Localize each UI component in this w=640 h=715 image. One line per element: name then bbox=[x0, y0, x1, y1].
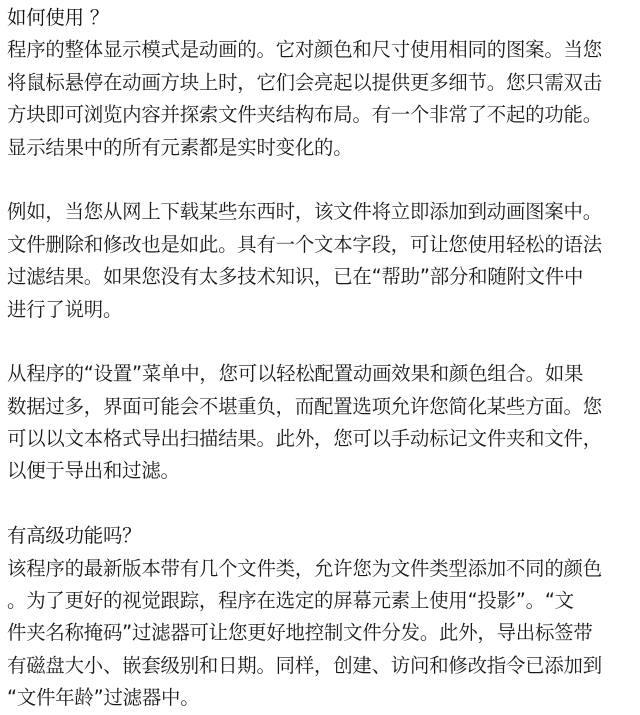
paragraph-line: 程序的整体显示模式是动画的。它对颜色和尺寸使用相同的图案。当您 bbox=[7, 38, 602, 62]
paragraph-gap bbox=[7, 326, 634, 358]
paragraph-line: 过滤结果。如果您没有太多技术知识，已在“帮助”部分和随附文件中 bbox=[7, 265, 584, 289]
section-heading-how-to-use: 如何使用 ？ bbox=[7, 6, 109, 29]
paragraph-line: 数据过多，界面可能会不堪重负，而配置选项允许您简化某些方面。您 bbox=[7, 394, 602, 418]
paragraph-line: 以便于导出和过滤。 bbox=[7, 459, 180, 483]
paragraph-line: 件夹名称掩码”过滤器可让您更好地控制文件分发。此外，导出标签带 bbox=[7, 621, 593, 645]
paragraph-line: 例如，当您从网上下载某些东西时，该文件将立即添加到动画图案中。 bbox=[7, 200, 602, 224]
paragraph-line: 该程序的最新版本带有几个文件类，允许您为文件类型添加不同的颜色 bbox=[7, 556, 602, 580]
paragraph-line: “文件年龄”过滤器中。 bbox=[7, 686, 200, 710]
paragraph-gap bbox=[7, 164, 634, 196]
paragraph-line: 有磁盘大小、嵌套级别和日期。同样，创建、访问和修改指令已添加到 bbox=[7, 653, 602, 677]
section-heading-advanced-features: 有高级功能吗？ bbox=[7, 524, 142, 548]
paragraph-line: 可以以文本格式导出扫描结果。此外，您可以手动标记文件夹和文件， bbox=[7, 427, 602, 451]
paragraph-line: 显示结果中的所有元素都是实时变化的。 bbox=[7, 135, 353, 159]
paragraph-line: 进行了说明。 bbox=[7, 297, 123, 321]
paragraph-line: 。为了更好的视觉跟踪，程序在选定的屏幕元素上使用“投影”。“文 bbox=[7, 589, 574, 613]
paragraph-line: 从程序的“设置”菜单中，您可以轻松配置动画效果和颜色组合。如果 bbox=[7, 362, 584, 386]
paragraph-line: 方块即可浏览内容并探索文件夹结构布局。有一个非常了不起的功能。 bbox=[7, 103, 602, 127]
paragraph-line: 文件删除和修改也是如此。具有一个文本字段，可让您使用轻松的语法 bbox=[7, 232, 602, 256]
paragraph-gap bbox=[7, 488, 634, 520]
paragraph-line: 将鼠标悬停在动画方块上时，它们会亮起以提供更多细节。您只需双击 bbox=[7, 70, 602, 94]
